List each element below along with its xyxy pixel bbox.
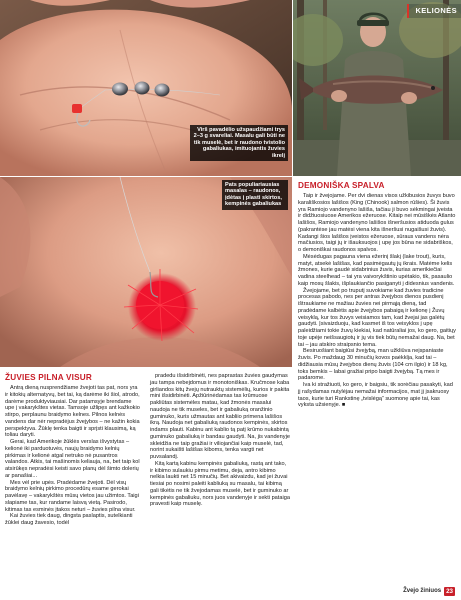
section-headline-demoniska-spalva: DEMONIŠKA SPALVA xyxy=(298,181,385,190)
paragraph: Mėsėdugas pagauna viena ežerinį šlakį (lake trout), kuris, matyt, atsekė lašišas, kad pasimėgautų jų ikrais. Matėme kelis žmones, kurie gaudė sidabrinius žuvis, kurias amerikiečiai vadina steelhead – tai yra vaivorykštinio upėtakio, tik, pasaulio kaip mosų šlakis, išplaukiančio pasiganyti į didesnius vandenis. xyxy=(298,253,455,287)
page-footer xyxy=(403,586,455,596)
paragraph: Kai žuvies tiek daug, dingsta paslaptis, sutelkianti žūklei daug žavesio, todėl xyxy=(5,513,133,526)
angler-image xyxy=(293,0,461,176)
page-number: 23 xyxy=(446,587,453,595)
paragraph: pradedu išsidirbinėti, nes paprastas žuvies gaudymas jau tampa nebejdomus ir monotoniškas. Kručmose kaba girliandos kitų žvejų nutrauktų sistemėlių, kurios ir pakita mini išsidirbinėti. Apžiūrinėdamas tas krūmuose pakliūtas sistemėles matau, kad žmonės masalui naudoja ne tik museles, bet ir gabaliuką oranžinio guminuko, kuris užmautas ant kabliio primena lašišos ikrą. Naudoja net gabaliuką raudonos kempinės, skirtos indams plauti. Kabinu ant kablio tą patį krūmo nukabintą guminuko gabaliuką ir bandau gaudyti. Na, jis vandenyje skleidžia ne taip gražiai ir viliojančiai kaip muselė, tad, norint sukaišti lašišas kiboms, tenka vargti net puvsalandį. xyxy=(150,373,290,460)
paragraph: Gerai, kad Amerikoje žūklės verslas išvystytas – kelionė iki parduotuvės, naujų braidymo kelnių pirkimas ir kelionė atgal netruko nė pusantros valandos. Atkis, tai mašinomis keliauja, na, bet taip kol atsirūkęs nepradėsi keisti savo planų dėl šimto dolerių ar panašiai... xyxy=(5,439,140,479)
photo-red-sponge-bait xyxy=(0,177,292,367)
section-tag: KELIONĖS xyxy=(407,4,461,18)
article-body-left-1 xyxy=(5,385,141,527)
paragraph: Iva ki stražiuoti, ko gero, ir baigsiu, tik sorėčiau pasakyti, kad jį rašydamas nutylėjau nemažai informacijos, mat jį įsakruosy taos, kurie turi Rankstinę „tvislėgą“ suomonę apie tai, kas vyksta užsienyje. ■ xyxy=(298,382,453,409)
paragraph: Mes vėl prie upės. Pradėdame žvejoti. Dėl visų braidymo kelnių pirkimo procedūrų esame gerokai pavėlavę – vakarykštės mūsų vietos jau užimtos. Taigi slapiame tas, kur randame laisvą vietą. Pasirodo, kitimas tas esminės įtakos neturi – žuvies pilna visur. xyxy=(5,479,139,513)
article-column-left-1 xyxy=(5,373,141,527)
paragraph: Kitą kartą kabinu kempinės gabaliuką, rastą ant tako, ir kibimo sulaukiu pirmu metimu, deja, antro kibimo nelkia laukti net 15 minučių. Bet akivaizdu, kad jei žuvai tiesiai po nosimi paleiti kabliuką su masalu, tai kibimą gali tikėtis ne tik žvejodamas muselė, bet ir guminuko ar kempinės gabaliuku, nors juos vandenyje ir sekti pataiga pravesti kaip muselę. xyxy=(150,460,290,508)
photo-hand-with-sinkers xyxy=(0,0,292,176)
paragraph: Žvejojame, bet po truputį suvokiame kad žuvies tradicine procesas pabodo, nes per antras žvejybos dienos pusdienį ištraukiame ne mažiau žuvies nei pirmąją dieną, tad pradėdame kalbėtis apie žvejybos pabaigą ir kelionę į Žuvų veisyklą, kur tos žuvys veisiamos tam, kad žvejai jas galėtų gaudyti. Įsivaizduoju, kad kasmet iš tos veisyklos į upę paleidžiami tokie žuvų kiekiai, kad natūraliai jos, ko gero, gaitiųy toje upėje neišsaugiotų ir jų vis tiek būtų nemažai daug. Na, bet tai – jau atskiro straipsnio tema. xyxy=(298,287,456,348)
section-headline-zuvies-pilna-visur: ŽUVIES PILNA VISUR xyxy=(5,373,93,382)
magazine-name: Žvejo žiniuos xyxy=(403,588,442,594)
paragraph: Besiruošiant baigiūsi žvejybą, man užkliūva neįspaniaste žuvis. Po maždaug 30 minučių kovos paėkklįa, kad tai – didžiausia mūsų žvejybos dienų žuvis (104 cm ilgio) ir 18 kg, toks bemkis – labai gražiai pripo baigti žvejybą. Tą mes ir padarome. xyxy=(298,348,448,382)
paragraph: Antrą dieną nusprendžiame žvejoti tas pat, nors yra ir kitokių alternatyvų, bet tai, ką darėme iki šiol, atrodo, darėme produktyviausiai. Dar patamsyje brendame upe į vakarykštes vietas. Tamsoje užlipęs ant kažkokio stirpo, perplaunu braidymo kelnes. Pilnos kelnės vandens dar nėr nepradėjus žvejybos – ne kažin kokia perspektyva. Žūklę tenka baigti ir sprįsti klausimą, ką toliau daryti. xyxy=(5,385,140,439)
article-body-left-2 xyxy=(150,373,290,508)
article-body-right xyxy=(298,193,456,409)
caption-sinkers: Virš pavadėlio užspaudžiami trys 2–3 g svareliai. Masalu gali būti ne tik muselė, bet ir raudono tvistolio gabaliukas, imituojantis žuvies ikrelį xyxy=(190,125,288,161)
article-column-left-2 xyxy=(150,373,290,508)
article-column-right xyxy=(298,181,456,409)
photo-angler-with-fish xyxy=(293,0,461,176)
paragraph: Taip ir žvejojame. Per dvi dienas visos užkibusios žuvys buvo karališkosios lašišos (King (Chinook) salmon rūšies). Ši žuvis yra Ramiojo vandenyno lašiša, tačiau ji buvo sėkmingai įveista ir didžiuosiuose Amerikos ežeruose. Kitaip nei mūsiškės Atlanto lašišos, Ramiojo vandenyno lašišos išneršusios atiduoda gulus (pakrantėse jau matėsi viena kita išneršusi nugaišusi žuvis). Kadangi šios lašišos įveistos ežeruose, sūraus vandens nėra mačiusios, taigi jų ir išauksuojos į upę jos būna ne sidabriškos, o demoniškai raudonos spalvos. xyxy=(298,193,456,253)
caption-bait: Pats populiariausias masalas – raudonos, įdėtas į plasti skirtos, kempinės gabaliukas xyxy=(222,180,288,210)
